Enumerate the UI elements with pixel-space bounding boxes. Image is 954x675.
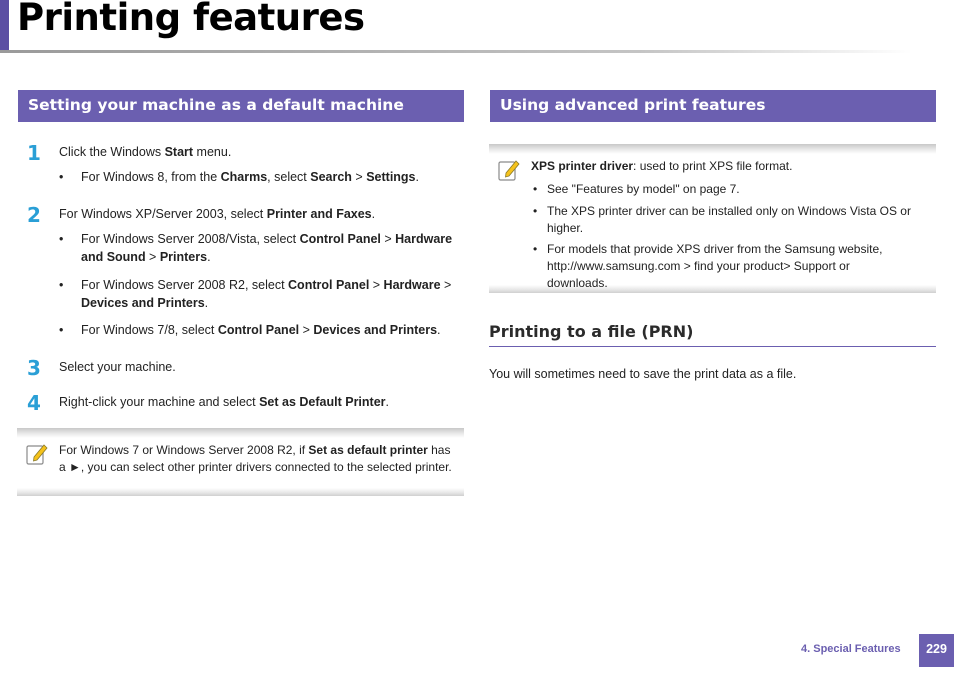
note-pencil-icon (25, 442, 49, 466)
step-text: Select your machine. (59, 360, 176, 374)
step-text: For Windows XP/Server 2003, select Printer and Faxes. (59, 207, 376, 221)
note-text: For Windows 7 or Windows Server 2008 R2, if Set as default printer has a ►, you can select other printer drivers connected to the selected printer. (59, 443, 452, 474)
footer-chapter: 4. Special Features (801, 643, 901, 655)
subheading-printing-to-file: Printing to a file (PRN) (489, 322, 936, 347)
paragraph: You will sometimes need to save the print data as a file. (489, 367, 797, 381)
note-lead: XPS printer driver: used to print XPS file format. (531, 159, 793, 173)
step-number: 3 (27, 356, 41, 380)
step-text: Right-click your machine and select Set as Default Printer. (59, 395, 390, 409)
note-pencil-icon (497, 158, 521, 182)
step-text: Click the Windows Start menu. (59, 145, 232, 159)
step-number: 1 (27, 141, 41, 165)
note-box (17, 428, 464, 496)
title-accent-bar (0, 0, 9, 52)
step-number: 2 (27, 203, 41, 227)
section-heading-advanced-print: Using advanced print features (490, 90, 936, 122)
page-number: 229 (919, 634, 954, 667)
page-title: Printing features (17, 0, 365, 39)
step-number: 4 (27, 391, 41, 415)
title-divider (0, 50, 912, 53)
note-box-xps: XPS printer driver: used to print XPS file format. • See "Features by model" on page 7. • The XPS printer driver can be installed only on Windows Vista OS or higher. • For models that provide XPS driver from the Samsung website, http://www.samsung.com > find your product> Support or downloads. (489, 144, 936, 293)
section-heading-default-machine: Setting your machine as a default machine (18, 90, 464, 122)
